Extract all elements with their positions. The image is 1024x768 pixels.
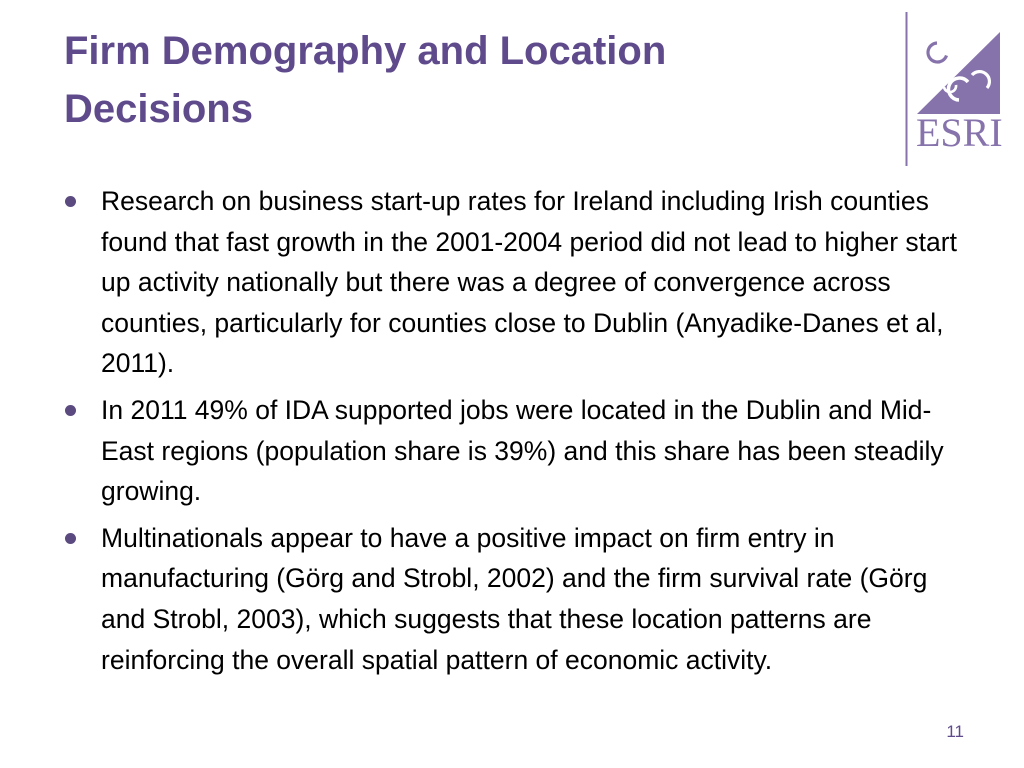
bullet-text: Multinationals appear to have a positive impact on firm entry in manufacturing (Görg and Strobl, 2002) and the firm survival rate (Görg and Strobl, 2003), which suggests that these location patterns are reinforcing the overall spatial pattern of economic activity. bbox=[101, 522, 928, 675]
bullet-dot-icon bbox=[65, 533, 76, 544]
bullet-text: Research on business start-up rates for Ireland including Irish counties found that fast growth in the 2001-2004 period did not lead to higher start up activity nationally but there was a degree of convergence across counties, particularly for counties close to Dublin (Anyadike-Danes et al, 2011). bbox=[101, 186, 957, 379]
bullet-dot-icon bbox=[65, 405, 76, 416]
bullet-text: In 2011 49% of IDA supported jobs were located in the Dublin and Mid-East regions (population share is 39%) and this share has been steadily growing. bbox=[101, 394, 944, 507]
esri-logo bbox=[904, 12, 1008, 168]
slide-title-line-1: Firm Demography and Location bbox=[64, 29, 667, 73]
esri-logo-text: ESRI bbox=[916, 110, 1003, 155]
slide-title-line-2: Decisions bbox=[64, 87, 253, 131]
bullet-list bbox=[64, 181, 969, 686]
bullet-item bbox=[64, 518, 969, 680]
bullet-item bbox=[64, 181, 969, 384]
esri-logo-icon bbox=[904, 12, 1008, 168]
slide-title bbox=[64, 22, 824, 138]
bullet-item bbox=[64, 390, 969, 512]
page-number: 11 bbox=[946, 722, 964, 741]
bullet-dot-icon bbox=[65, 196, 76, 207]
